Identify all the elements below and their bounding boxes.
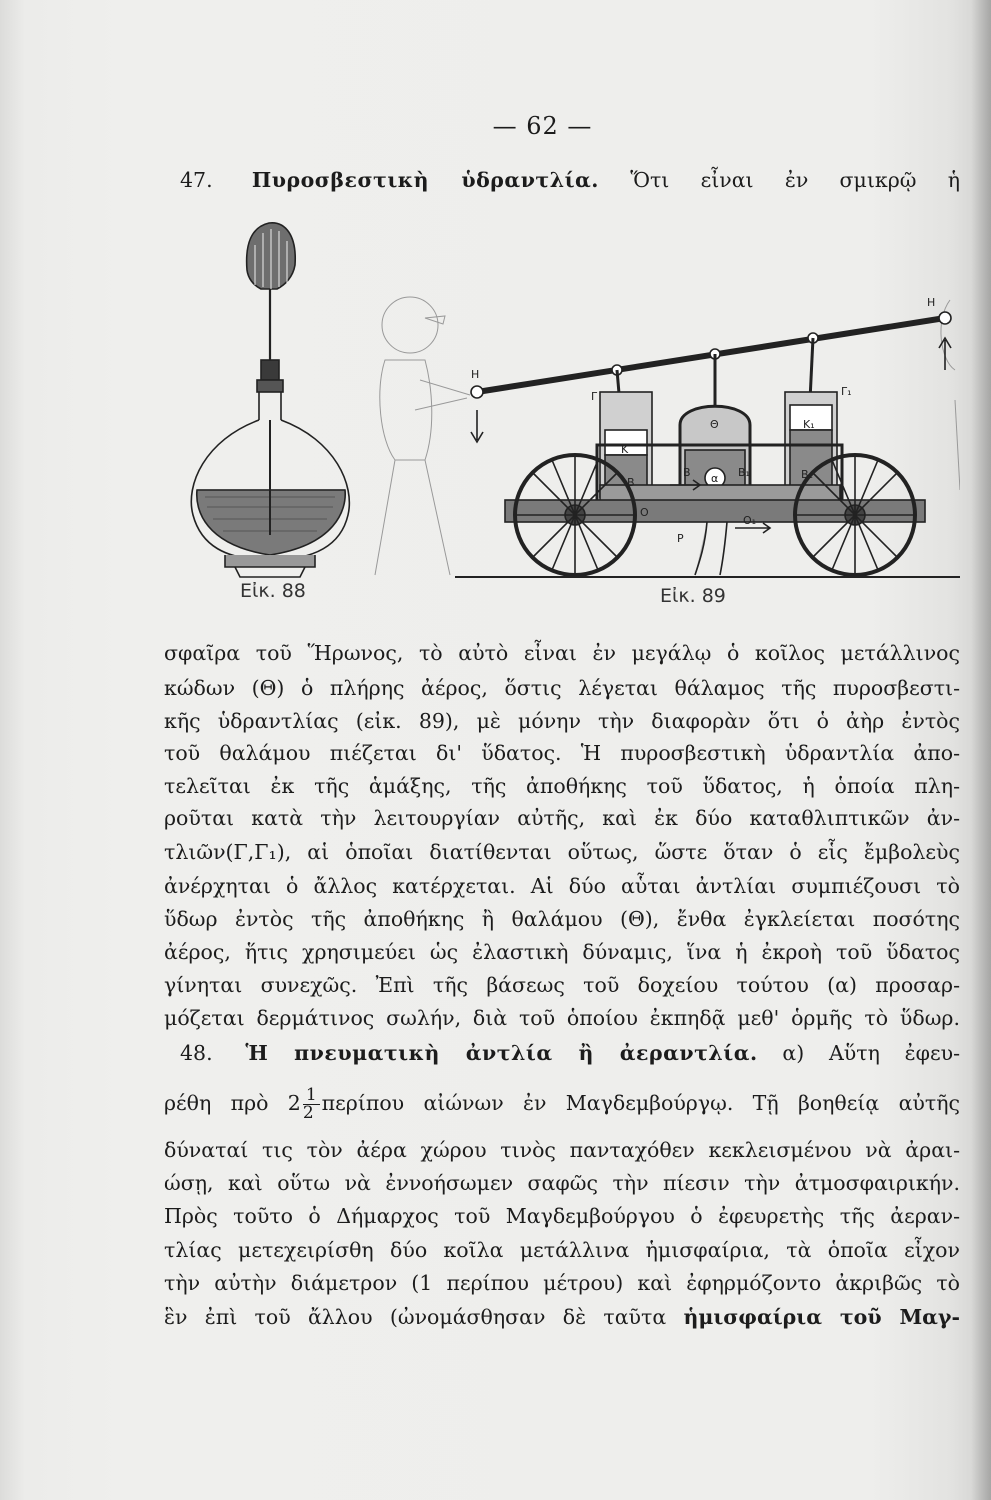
fig89-label-gamma: Γ [591, 390, 598, 403]
fig89-label-rho: Ρ [677, 532, 684, 545]
text-line-fraction [164, 1087, 960, 1122]
figure-88-flask [185, 215, 365, 585]
fig89-label-beta1-b: Β₁ [801, 468, 813, 481]
text-before-fraction: ρέθη πρὸ 2 [164, 1091, 301, 1115]
text-line: τλίας μετεχειρίσθη δύο κοῖλα μετάλλινα ἡμισφαίρια, τὰ ὁποῖα εἶχον [164, 1238, 960, 1262]
fig89-label-beta1-a: Β₁ [738, 466, 750, 479]
fig89-label-omicron1: Ο₁ [743, 514, 757, 527]
section-48-title: Ἡ πνευματικὴ ἀντλία ἢ ἀεραντλία. [245, 1041, 758, 1065]
last-line-text: ἓν ἐπὶ τοῦ ἄλλου (ὠνομάσθησαν δὲ ταῦτα [164, 1305, 667, 1329]
fraction-numerator: 1 [303, 1087, 320, 1105]
text-line: Πρὸς τοῦτο ὁ Δήμαρχος τοῦ Μαγδεμβούργου ὁ ἐφευρετὴς τῆς ἀεραν- [164, 1204, 960, 1228]
fraction-one-half [303, 1087, 320, 1122]
text-after-fraction: περίπου αἰώνων ἐν Μαγδεμβούργῳ. Τῇ βοηθείᾳ αὐτῆς [321, 1091, 960, 1115]
fig89-label-kappa1: Κ₁ [803, 418, 815, 431]
text-line: ἀέρος, ἥτις χρησιμεύει ὡς ἐλαστικὴ δύναμις, ἵνα ἡ ἐκροὴ τοῦ ὕδατος [164, 940, 960, 964]
section-47-heading [180, 165, 960, 195]
fig89-label-kappa: Κ [621, 443, 629, 456]
text-line: ὕδωρ ἐντὸς τῆς ἀποθήκης ἢ θαλάμου (Θ), ἔνθα ἐγκλείεται ποσότης [164, 907, 960, 931]
text-line: ἀνέρχηται ὁ ἄλλος κατέρχεται. Αἱ δύο αὗται ἀντλίαι συμπιέζουσι τὸ [164, 874, 960, 898]
fig89-label-omicron: Ο [640, 506, 649, 519]
fig89-label-gamma1: Γ₁ [841, 385, 852, 398]
fig89-label-h-left: Η [471, 368, 480, 381]
section-48-heading [180, 1038, 960, 1068]
text-line: μόζεται δερμάτινος σωλήν, διὰ τοῦ ὁποίου ἐκπηδᾷ μεθ' ὁρμῆς τὸ ὕδωρ. [164, 1006, 960, 1030]
fig89-label-beta-b: Β [627, 476, 635, 489]
page-spine-shadow [971, 0, 991, 1500]
figure-89-fire-pump [355, 280, 960, 585]
fig89-label-theta: Θ [710, 418, 719, 431]
text-line: κῆς ὑδραντλίας (εἰκ. 89), μὲ μόνην τὴν διαφορὰν ὅτι ὁ ἀὴρ ἐντὸς [164, 709, 960, 733]
text-line: ροῦται κατὰ τὴν λειτουργίαν αὐτῆς, καὶ ἐκ δύο καταθλιπτικῶν ἀν- [164, 806, 960, 830]
page-number: — 62 — [492, 112, 593, 140]
text-line: γίνηται συνεχῶς. Ἐπὶ τῆς βάσεως τοῦ δοχείου τούτου (α) προσαρ- [164, 973, 960, 997]
figure-88-caption: Εἰκ. 88 [240, 580, 306, 602]
fig89-label-alpha: α [711, 472, 719, 485]
text-line: τελεῖται ἐκ τῆς ἁμάξης, τῆς ἀποθήκης τοῦ ὕδατος, ἡ ὁποία πλη- [164, 774, 960, 798]
text-line: κώδων (Θ) ὁ πλήρης ἀέρος, ὅστις λέγεται θάλαμος τῆς πυροσβεστι- [164, 676, 960, 700]
fig89-label-beta-a: Β [683, 466, 691, 479]
section-47-number: 47. [180, 168, 213, 192]
figure-89-caption: Εἰκ. 89 [660, 585, 726, 607]
fraction-denominator: 2 [302, 1103, 314, 1123]
text-line: τοῦ θαλάμου πιέζεται δι' ὕδατος. Ἡ πυροσβεστικὴ ὑδραντλία ἀπο- [164, 741, 960, 765]
text-line: δύναταί τις τὸν ἀέρα χώρου τινὸς πανταχόθεν κεκλεισμένου νὰ ἀραι- [164, 1138, 960, 1162]
text-line-last [164, 1302, 960, 1332]
text-line: τὴν αὐτὴν διάμετρον (1 περίπου μέτρου) καὶ ἐφηρμόζοντο ἀκριβῶς τὸ [164, 1271, 960, 1295]
text-line: σφαῖρα τοῦ Ἥρωνος, τὸ αὐτὸ εἶναι ἐν μεγάλῳ ὁ κοῖλος μετάλλινος [164, 641, 960, 665]
section-47-title: Πυροσβεστικὴ ὑδραντλία. [251, 168, 599, 192]
section-48-number: 48. [180, 1041, 213, 1065]
section-48-text: α) Αὕτη ἐφευ- [782, 1041, 960, 1065]
text-line: ώσῃ, καὶ οὕτω νὰ ἐννοήσωμεν σαφῶς τὴν πίεσιν τὴν ἀτμοσφαιρικήν. [164, 1171, 960, 1195]
last-line-bold: ἡμισφαίρια τοῦ Μαγ- [683, 1305, 960, 1329]
fig89-label-h-right: Η [927, 296, 936, 309]
text-line: τλιῶν(Γ,Γ₁), αἱ ὁποῖαι διατίθενται οὕτως, ὥστε ὅταν ὁ εἷς ἔμβολεὺς [164, 840, 960, 864]
section-47-text: Ὅτι εἶναι ἐν σμικρῷ ἡ [630, 168, 960, 192]
